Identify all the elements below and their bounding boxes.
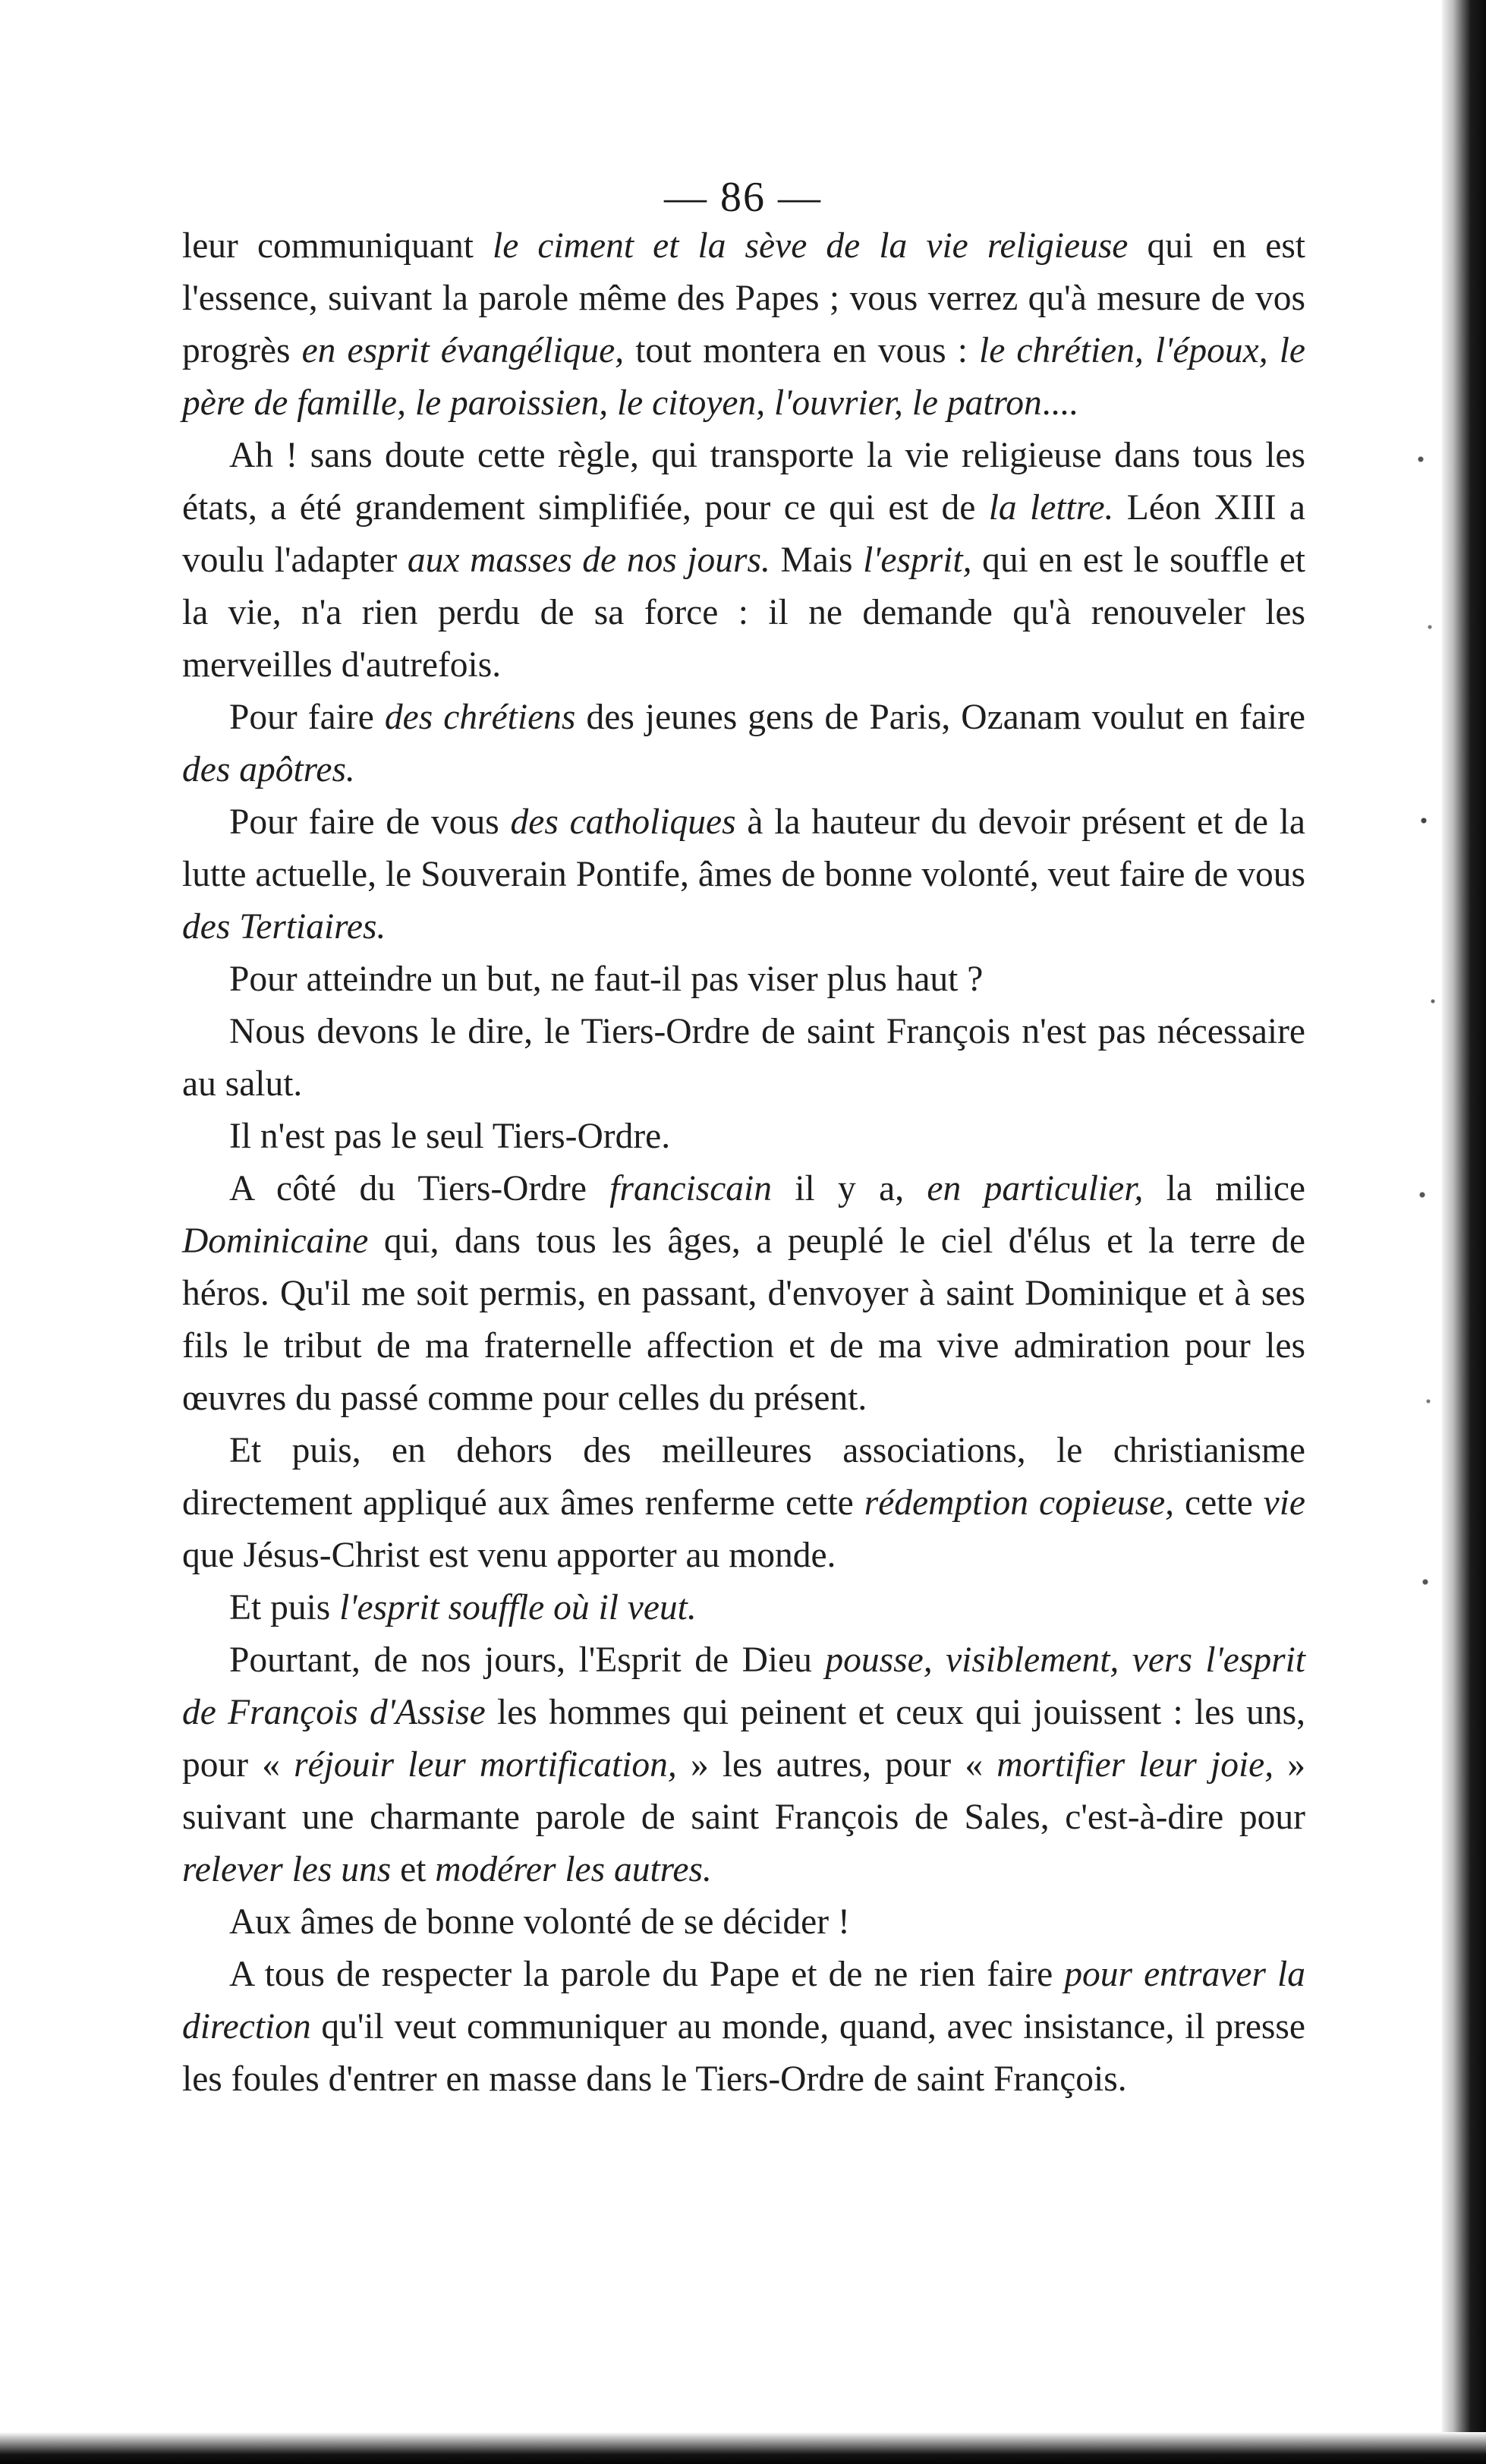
italic-run: des catholiques	[510, 802, 736, 842]
italic-run: en esprit évangélique,	[301, 331, 625, 370]
text-run: cette	[1174, 1483, 1264, 1523]
paragraph-7	[182, 1111, 1305, 1163]
italic-run: pour entraver la direction	[182, 1955, 1305, 2047]
italic-run: vie	[1263, 1483, 1305, 1523]
text-run: la milice	[1143, 1169, 1305, 1208]
paragraph-8	[182, 1163, 1305, 1425]
text-run: Pourtant, de nos jours, l'Esprit de Dieu	[229, 1640, 826, 1680]
text-run: Pour atteindre un but, ne faut-il pas viser plus haut ?	[229, 959, 984, 999]
paragraph-12	[182, 1896, 1305, 1949]
text-run: » suivant une charmante parole de saint François de Sales, c'est-à-dire pour	[182, 1745, 1306, 1837]
italic-run: l'esprit souffle où il veut.	[339, 1588, 697, 1627]
text-run: leur communiquant	[182, 226, 493, 266]
text-run: les hommes qui peinent et ceux qui jouissent : les uns, pour «	[182, 1693, 1305, 1785]
text-run: A tous de respecter la parole du Pape et de ne rien faire	[229, 1955, 1065, 1994]
text-run: Il n'est pas le seul Tiers-Ordre.	[229, 1117, 671, 1156]
text-run: Et puis	[229, 1588, 340, 1627]
paragraph-4	[182, 796, 1305, 953]
italic-run: relever les uns	[182, 1850, 392, 1889]
text-run: des jeunes gens de Paris, Ozanam voulut en faire	[575, 698, 1306, 737]
paragraph-10	[182, 1582, 1305, 1634]
text-run: qui en est l'essence, suivant la parole même des Papes ; vous verrez qu'à mesure de vos progrès	[182, 226, 1305, 370]
italic-run: en particulier,	[927, 1169, 1144, 1208]
text-run: Mais	[770, 540, 864, 580]
italic-run: le chrétien, l'époux, le père de famille, le paroissien, le citoyen, l'ouvrier, le patron	[182, 331, 1305, 423]
text-run: et	[391, 1850, 436, 1889]
italic-run: la lettre.	[988, 488, 1114, 528]
text-run: Et puis, en dehors des meilleures associations, le christianisme directement appliqué aux âmes renferme cette	[182, 1431, 1305, 1523]
text-run: Pour faire	[229, 698, 385, 737]
text-run: A côté du Tiers-Ordre	[229, 1169, 610, 1208]
italic-run: des chrétiens	[384, 698, 576, 737]
text-run: que Jésus-Christ est venu apporter au monde.	[182, 1536, 836, 1575]
paragraph-13	[182, 1949, 1305, 2106]
body-text	[182, 220, 1305, 2106]
italic-run: Dominicaine	[182, 1221, 369, 1261]
italic-run: le ciment et la sève de la vie religieuse	[493, 226, 1129, 266]
italic-run: réjouir leur mortification,	[294, 1745, 677, 1785]
paragraph-2	[182, 430, 1305, 692]
text-run: Nous devons le dire, le Tiers-Ordre de saint François n'est pas nécessaire au salut.	[182, 1012, 1305, 1104]
text-run: Pour faire de vous	[229, 802, 511, 842]
text-run: » les autres, pour «	[676, 1745, 997, 1785]
paragraph-1	[182, 220, 1305, 430]
italic-run: franciscain	[609, 1169, 772, 1208]
text-run: qui, dans tous les âges, a peuplé le ciel d'élus et la terre de héros. Qu'il me soit permis, en passant, d'envoyer à saint Dominique et à ses fils le tribut de ma fraternelle affection et de ma vive admiration pour les œuvres du passé comme pour celles du présent.	[182, 1221, 1305, 1418]
text-run: Aux âmes de bonne volonté de se décider !	[229, 1902, 850, 1942]
page-binding-edge	[1442, 0, 1486, 2464]
paragraph-6	[182, 1006, 1305, 1111]
italic-run: modérer les autres.	[435, 1850, 712, 1889]
paragraph-5	[182, 953, 1305, 1006]
text-run: ....	[1041, 383, 1078, 423]
text-run: qu'il veut communiquer au monde, quand, avec insistance, il presse les foules d'entrer en masse dans le Tiers-Ordre de saint François.	[182, 2007, 1305, 2099]
text-run: à la hauteur du devoir présent et de la lutte actuelle, le Souverain Pontife, âmes de bonne volonté, veut faire de vous	[182, 802, 1305, 894]
page-number: — 86 —	[664, 174, 822, 221]
text-run: il y a,	[772, 1169, 927, 1208]
italic-run: pousse, visiblement, vers l'esprit de François d'Assise	[182, 1640, 1305, 1732]
text-run: Ah ! sans doute cette règle, qui transporte la vie religieuse dans tous les états, a été grandement simplifiée, pour ce qui est de	[182, 436, 1305, 528]
text-run: qui en est le souffle et la vie, n'a rien perdu de sa force : il ne demande qu'à renouveler les merveilles d'autrefois.	[182, 540, 1305, 685]
page-bottom-edge	[0, 2432, 1486, 2464]
italic-run: mortifier leur joie,	[996, 1745, 1274, 1785]
text-run: tout montera en vous :	[624, 331, 979, 370]
italic-run: rédemption copieuse,	[864, 1483, 1175, 1523]
italic-run: aux masses de nos jours.	[407, 540, 770, 580]
text-run: Léon XIII a voulu l'adapter	[182, 488, 1305, 580]
italic-run: l'esprit,	[863, 540, 972, 580]
italic-run: des apôtres.	[182, 750, 355, 789]
italic-run: des Tertiaires.	[182, 907, 386, 947]
paragraph-3	[182, 692, 1305, 796]
paragraph-9	[182, 1425, 1305, 1582]
binding-specks	[1412, 395, 1442, 1685]
paragraph-11	[182, 1634, 1305, 1896]
